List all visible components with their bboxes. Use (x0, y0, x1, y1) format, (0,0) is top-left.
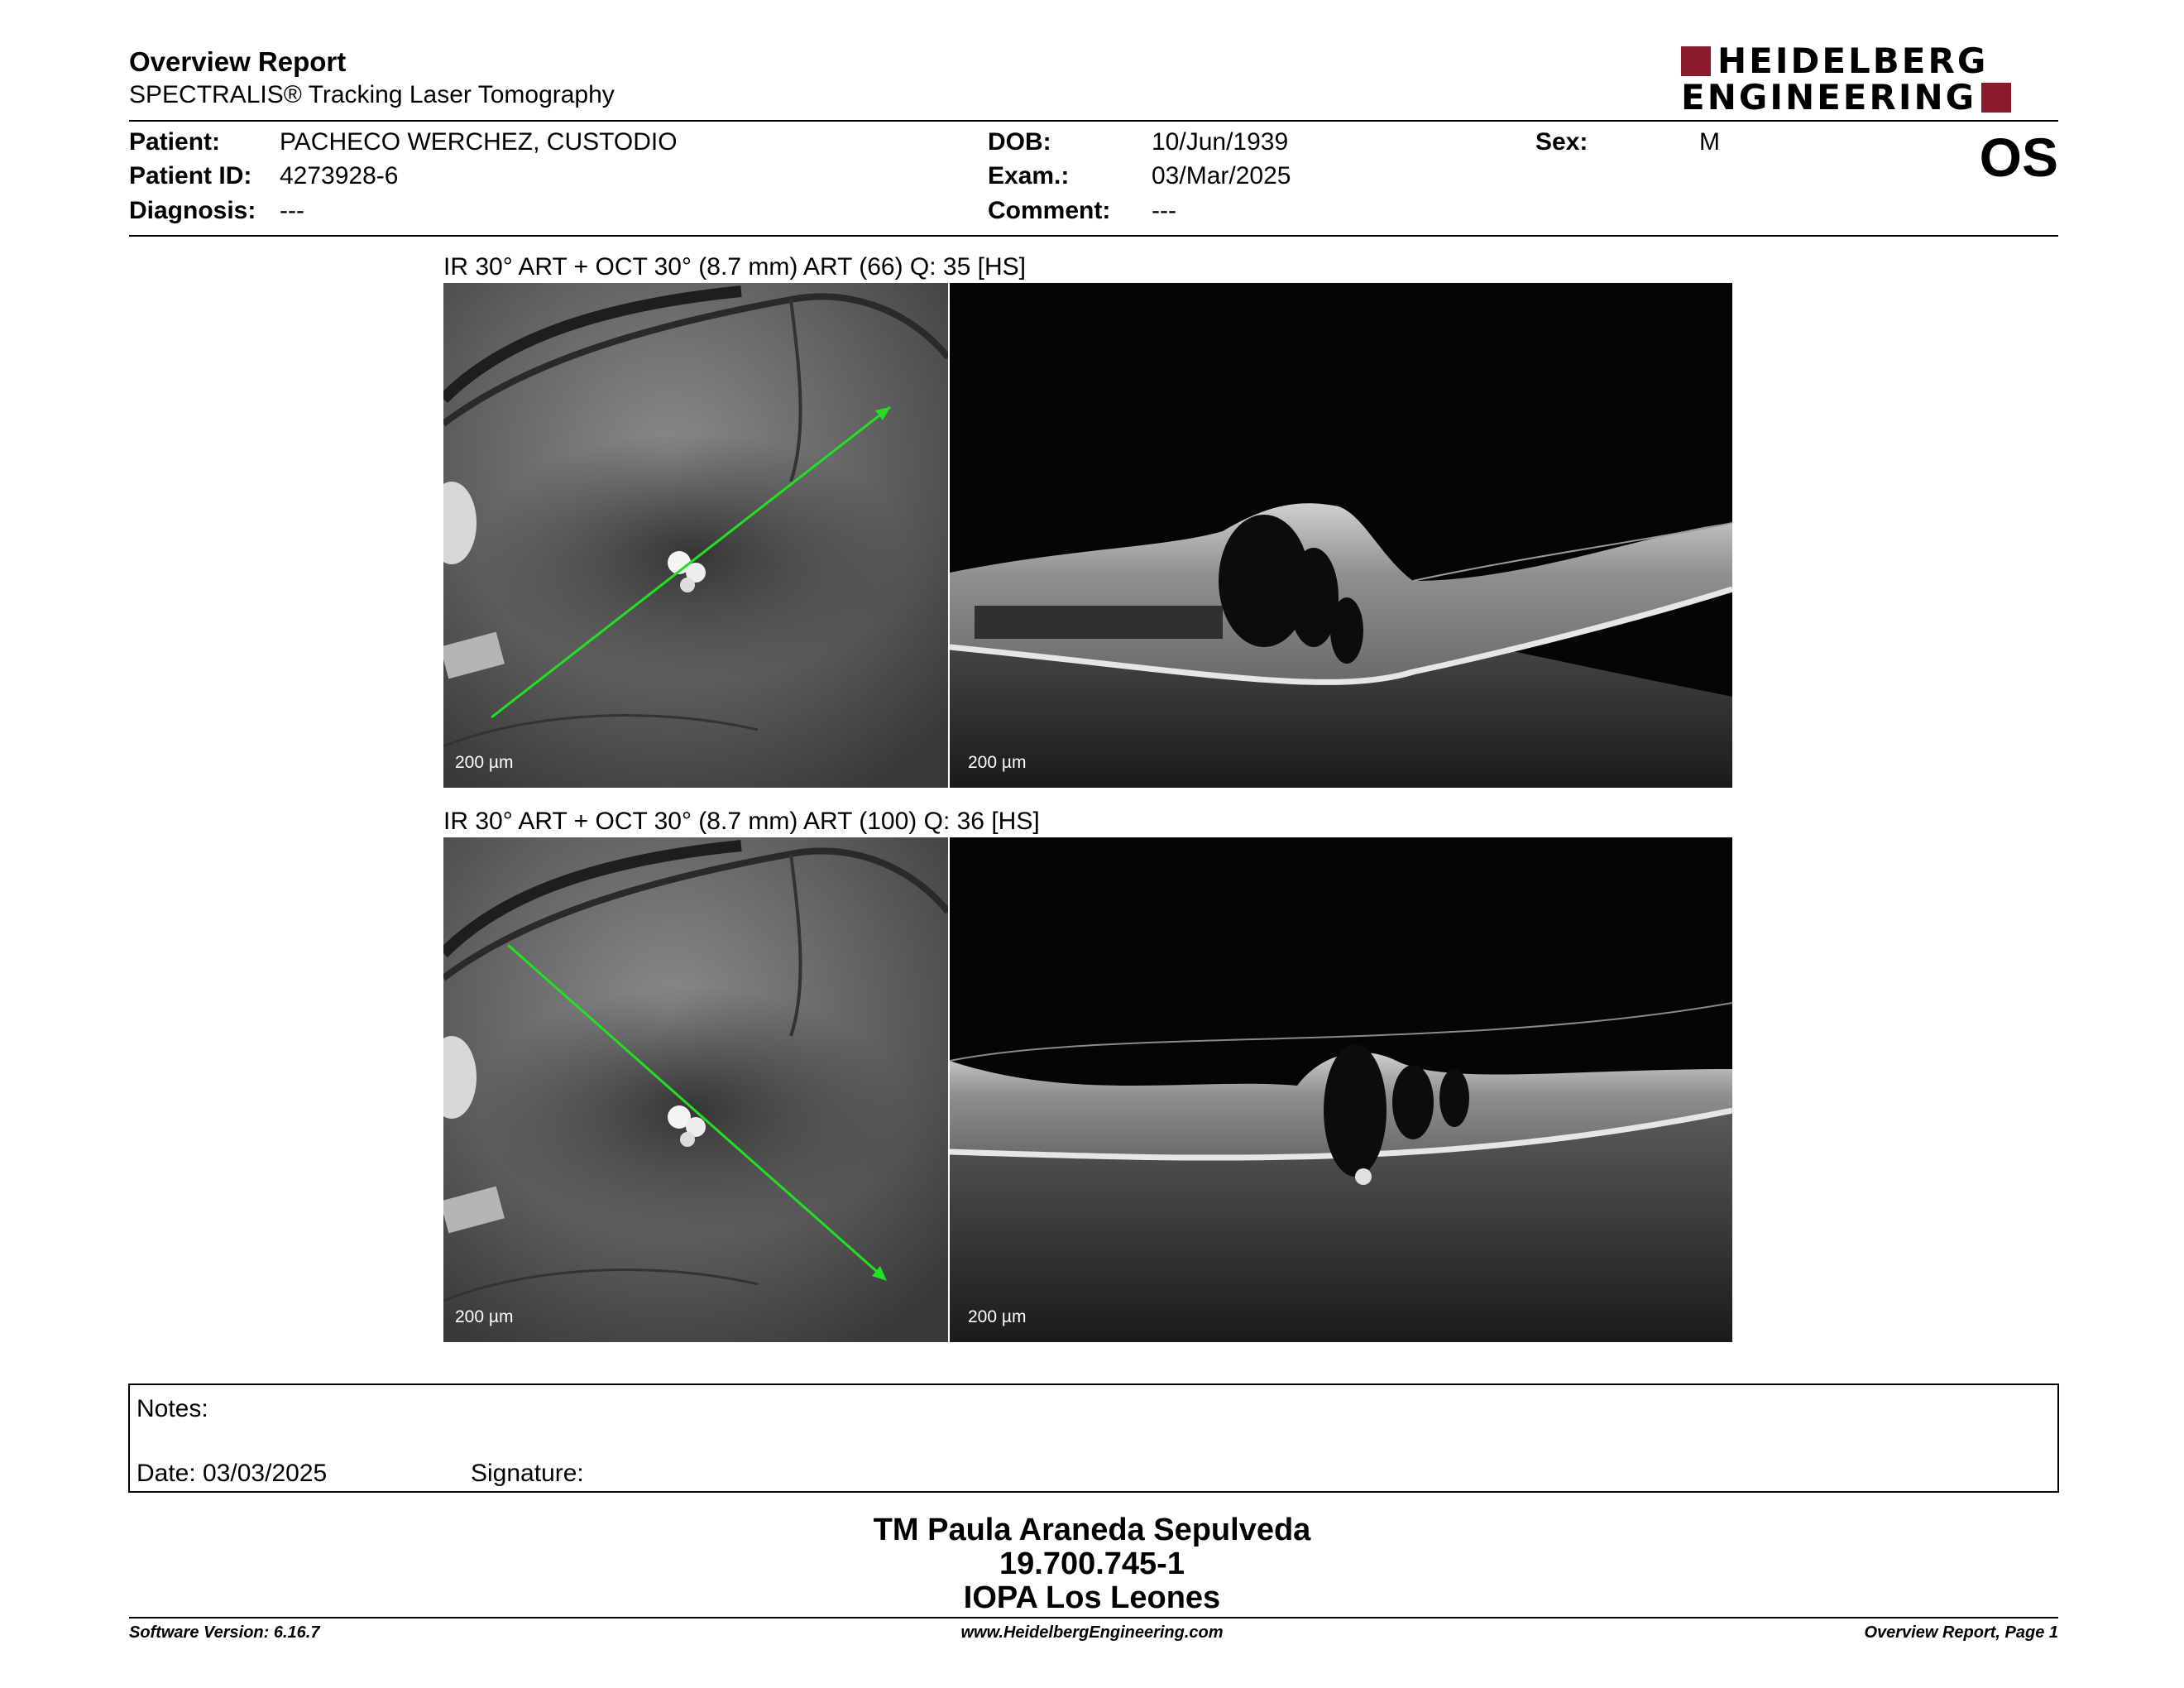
sex-value: M (1699, 128, 1720, 156)
notes-box (128, 1383, 2059, 1493)
eye-indicator: OS (1979, 127, 2058, 188)
signature-label: Signature: (471, 1460, 584, 1487)
date-label: Date: 03/03/2025 (136, 1460, 328, 1487)
footer-rule (129, 1617, 2058, 1618)
notes-label: Notes: (136, 1395, 208, 1422)
page-indicator: Overview Report, Page 1 (1864, 1623, 2058, 1642)
website-link[interactable]: www.HeidelbergEngineering.com (960, 1623, 1224, 1642)
signer-name: TM Paula Araneda Sepulveda (873, 1513, 1311, 1547)
report-subtitle: SPECTRALIS® Tracking Laser Tomography (129, 81, 615, 108)
logo-square-icon (1681, 46, 1711, 76)
patient-rule (129, 235, 2058, 237)
bscan-scale-label: 200 µm (968, 753, 1027, 772)
oct-bscan-image (950, 837, 1732, 1342)
fundus-scale-label: 200 µm (455, 1307, 514, 1326)
patient-label: Patient: (129, 128, 221, 156)
fundus-scale-label: 200 µm (455, 753, 514, 772)
header-rule (129, 120, 2058, 122)
fundus-image (443, 837, 948, 1342)
exam-label: Exam.: (988, 162, 1070, 189)
dob-value: 10/Jun/1939 (1152, 128, 1289, 156)
exam-value: 03/Mar/2025 (1152, 162, 1291, 189)
diagnosis-label: Diagnosis: (129, 197, 256, 224)
oct-bscan-image (950, 283, 1732, 788)
logo-square-icon (1981, 83, 2011, 113)
patient-id-label: Patient ID: (129, 162, 252, 189)
fundus-image (443, 283, 948, 788)
bscan-scale-label: 200 µm (968, 1307, 1027, 1326)
heidelberg-logo (1681, 41, 2058, 117)
signer-id: 19.700.745-1 (999, 1547, 1185, 1581)
dob-label: DOB: (988, 128, 1051, 156)
diagnosis-value: --- (280, 197, 304, 224)
report-title: Overview Report (129, 46, 347, 77)
sex-label: Sex: (1535, 128, 1588, 156)
logo-line1: HEIDELBERG (1717, 41, 1989, 81)
comment-value: --- (1152, 197, 1176, 224)
patient-id-value: 4273928-6 (280, 162, 399, 189)
logo-line2: ENGINEERING (1681, 77, 1977, 117)
software-version: Software Version: 6.16.7 (129, 1623, 320, 1642)
scan-caption: IR 30° ART + OCT 30° (8.7 mm) ART (100) Q: 36 [HS] (443, 808, 1040, 835)
patient-value: PACHECO WERCHEZ, CUSTODIO (280, 128, 678, 156)
signer-org: IOPA Los Leones (963, 1580, 1221, 1615)
comment-label: Comment: (988, 197, 1111, 224)
scan-caption: IR 30° ART + OCT 30° (8.7 mm) ART (66) Q: 35 [HS] (443, 253, 1026, 281)
